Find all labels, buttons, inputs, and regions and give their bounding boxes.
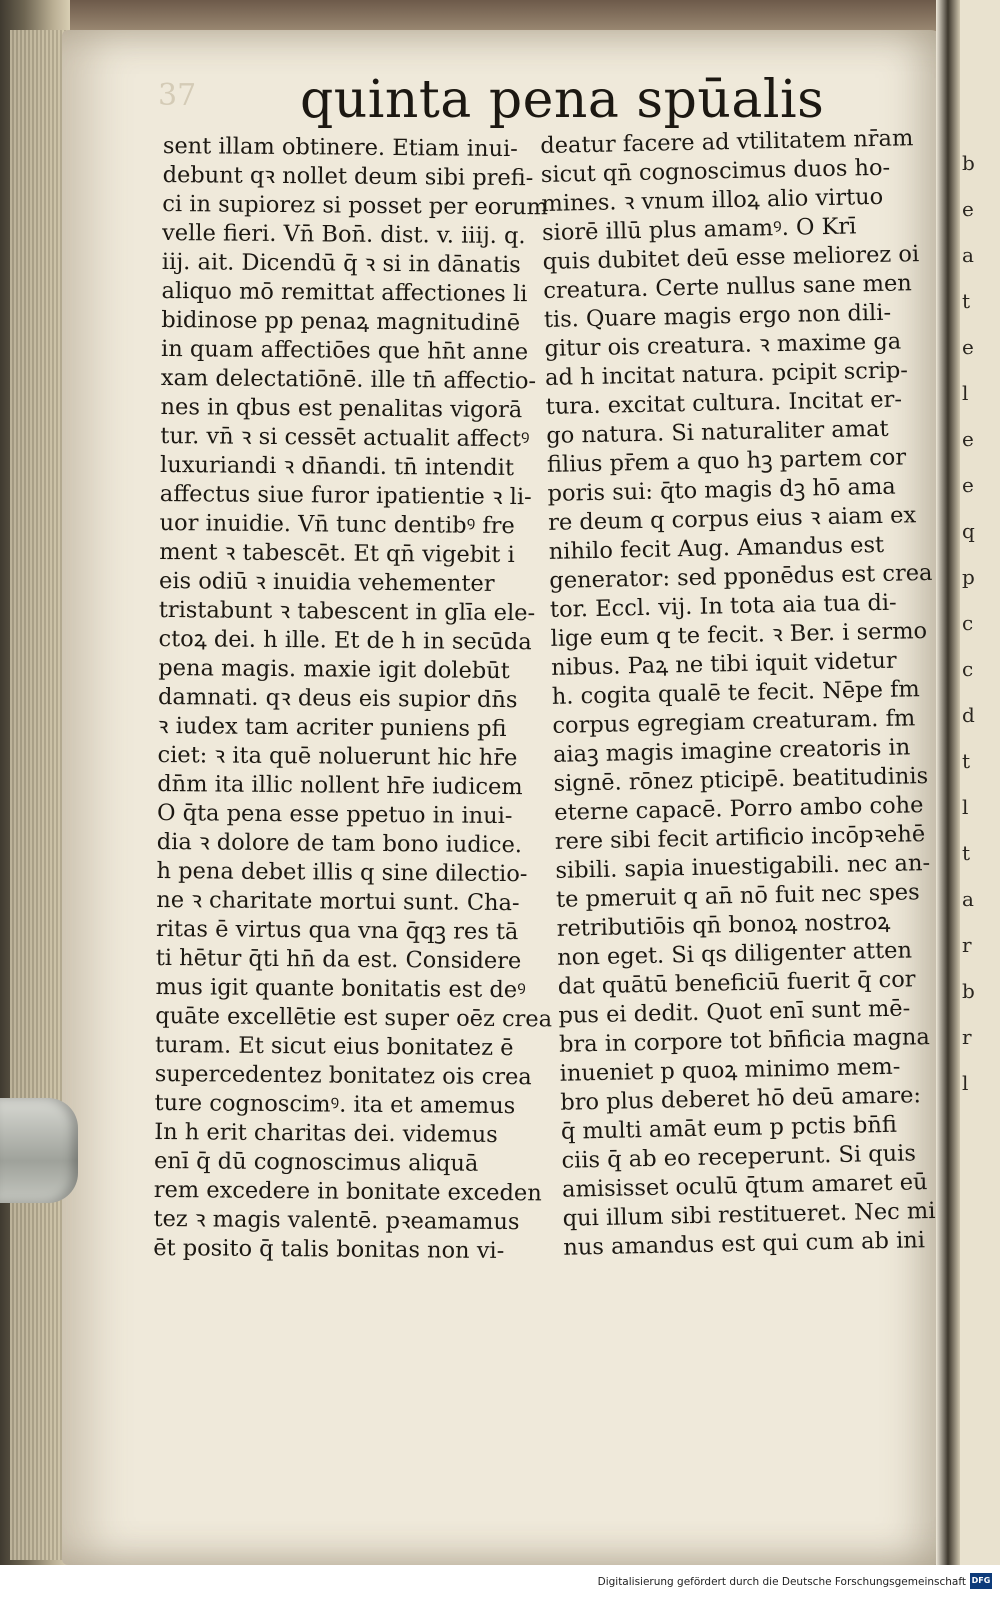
text-line: xam delectatiōnē. ille tn̄ affectio- (160, 364, 537, 395)
text-line: turam. Et sicut eius bonitatez ē (154, 1031, 514, 1062)
text-line: gitur ois creatura. ꝛ maxime ga (544, 328, 902, 362)
text-line: rere sibi fecit artificio incōpꝛehē (554, 821, 926, 855)
page-stack-edges (10, 30, 70, 1560)
text-line: generator: sed pponēdus est crea (549, 559, 933, 594)
text-line: poris sui: q̄to magis dꝫ hō ama (547, 473, 896, 507)
text-line: iij. ait. Dicendū q̄ ꝛ si in dānatis (161, 248, 521, 279)
margin-letter: b (962, 979, 975, 1003)
margin-letter: t (962, 749, 971, 773)
text-line: tristabunt ꝛ tabescent in glīa ele- (158, 596, 536, 627)
text-line: debunt qꝛ nollet deum sibi prefi- (162, 161, 534, 192)
text-line: ti hētur q̄ti hn̄ da est. Considere (155, 944, 522, 975)
facing-page-margin-letters (962, 140, 975, 1106)
page-clip (0, 1098, 78, 1203)
text-line: bro plus deberet hō deū amare: (560, 1082, 922, 1116)
text-line: retributiōis qn̄ bonoꝝ nostroꝝ (556, 908, 891, 942)
margin-letter: e (962, 427, 974, 451)
folio-number: 37 (158, 78, 197, 113)
text-line: signē. rōnez pticipē. beatitudinis (553, 763, 929, 797)
text-line: ciet: ꝛ ita quē noluerunt hic hr̄e (157, 741, 518, 772)
text-line: enī q̄ dū cognoscimus aliquā (153, 1147, 479, 1177)
left-text-column (153, 132, 560, 1266)
margin-letter: a (962, 887, 974, 911)
text-line: velle fieri. Vn̄ Bon̄. dist. v. iiij. q. (162, 219, 526, 250)
margin-letter: c (962, 611, 974, 635)
text-line: h. cogita qualē te fecit. Nēpe fm (551, 676, 920, 710)
right-text-column (540, 124, 947, 1263)
text-line: in quam affectiōes que hn̄t anne (160, 335, 529, 366)
text-line: nibus. Paꝝ ne tibi iquit videtur (550, 647, 897, 681)
text-line: eis odiū ꝛ inuidia vehementer (158, 567, 495, 597)
margin-letter: b (962, 151, 975, 175)
text-line: corpus egregiam creaturam. fm (552, 705, 916, 739)
text-line: h pena debet illis q sine dilectio- (156, 857, 528, 888)
text-line: ciis q̄ ab eo receperunt. Si quis (561, 1140, 917, 1174)
text-line: ritas ē virtus qua vna q̄qꝫ res tā (155, 915, 519, 946)
margin-letter: a (962, 243, 974, 267)
text-line: inueniet p quoꝝ minimo mem- (559, 1053, 901, 1087)
text-line: tez ꝛ magis valentē. pꝛeamamus (153, 1205, 520, 1236)
text-line: supercedentez bonitatez ois crea (154, 1060, 532, 1091)
text-line: ture cognoscimꝰ. ita et amemus (154, 1089, 516, 1120)
margin-letter: c (962, 657, 974, 681)
text-line: bra in corpore tot bn̄ficia magna (558, 1024, 931, 1058)
text-line: eterne capacē. Porro ambo cohe (553, 792, 924, 826)
text-line: go natura. Si naturaliter amat (546, 415, 889, 449)
text-line: lige eum q te fecit. ꝛ Ber. i sermo (550, 618, 928, 652)
text-line: pena magis. maxie igit dolebūt (158, 654, 510, 685)
text-line: filius pr̄em a quo hꝫ partem cor (546, 444, 907, 478)
text-line: damnati. qꝛ deus eis supior dn̄s (157, 683, 518, 714)
text-line: amisisset oculū q̄tum amaret eū (561, 1169, 928, 1203)
margin-letter: e (962, 197, 974, 221)
text-line: qui illum sibi restitueret. Nec mi (562, 1197, 936, 1232)
text-line: quāte excellētie est super oēz crea (155, 1002, 553, 1033)
margin-letter: t (962, 841, 971, 865)
text-line: siorē illū plus amamꝰ. O Krī (541, 213, 857, 246)
text-line: quis dubitet deū esse meliorez oi (542, 241, 920, 275)
text-line: aiaꝫ magis imagine creatoris in (552, 734, 911, 768)
text-line: luxuriandi ꝛ dn̄andi. tn̄ intendit (159, 451, 515, 482)
text-line: sibili. sapia inuestigabili. nec an- (555, 849, 931, 884)
text-line: dia ꝛ dolore de tam bono iudice. (156, 828, 523, 859)
text-line: dn̄m ita illic nollent hr̄e iudicem (157, 770, 523, 801)
text-line: affectus siue furor ipatientie ꝛ li- (159, 480, 532, 511)
margin-letter: l (962, 795, 969, 819)
margin-letter: l (962, 1071, 969, 1095)
text-line: O q̄ta pena esse ppetuo in inui- (156, 799, 513, 830)
running-title: quinta pena spūalis (300, 70, 825, 130)
text-line: ctoꝝ dei. h ille. Et de h in secūda (158, 625, 532, 656)
text-line: ēt posito q̄ talis bonitas non vi- (153, 1234, 505, 1265)
margin-letter: r (962, 933, 972, 957)
text-line: dat quātū beneficiū fuerit q̄ cor (557, 966, 916, 1000)
margin-letter: e (962, 335, 974, 359)
text-line: mines. ꝛ vnum illoꝝ alio virtuo (541, 183, 884, 217)
margin-letter: l (962, 381, 969, 405)
book-gutter (936, 0, 960, 1598)
text-line: tur. vn̄ ꝛ si cessēt actualit affectꝰ (160, 422, 530, 453)
text-line: uor inuidie. Vn̄ tunc dentibꝰ fre (159, 509, 515, 540)
margin-letter: p (962, 565, 975, 589)
text-line: tor. Eccl. vij. In tota aia tua di- (549, 589, 897, 623)
text-line: q̄ multi amāt eum p pctis bn̄fi (560, 1111, 898, 1145)
text-line: rem excedere in bonitate exceden (153, 1176, 542, 1207)
text-line: tura. excitat cultura. Incitat er- (545, 386, 903, 420)
text-line: sent illam obtinere. Etiam inui- (162, 132, 518, 163)
text-line: creatura. Certe nullus sane men (543, 270, 913, 304)
text-line: ꝛ iudex tam acriter puniens pfi (157, 712, 507, 743)
text-line: tis. Quare magis ergo non dili- (543, 299, 892, 333)
margin-letter: e (962, 473, 974, 497)
text-line: In h erit charitas dei. videmus (154, 1118, 498, 1148)
text-line: deatur facere ad vtilitatem nr̄am (540, 125, 914, 159)
text-line: nihilo fecit Aug. Amandus est (548, 531, 885, 565)
text-line: ci in supiorez si posset per eorum (162, 190, 549, 221)
text-line: mus igit quante bonitatis est deꝰ (155, 973, 526, 1004)
text-line: nes in qbus est penalitas vigorā (160, 393, 523, 424)
text-line: bidinose pp penaꝝ magnitudinē (161, 306, 521, 337)
text-line: ment ꝛ tabescēt. Et qn̄ vigebit i (159, 538, 515, 569)
margin-letter: t (962, 289, 971, 313)
text-line: aliquo mō remittat affectiones li (161, 277, 528, 308)
text-line: re deum q corpus eius ꝛ aiam ex (547, 502, 917, 536)
text-line: te pmeruit q an̄ nō fuit nec spes (555, 879, 920, 913)
margin-letter: d (962, 703, 975, 727)
funding-credit: Digitalisierung gefördert durch die Deutsche Forschungsgemeinschaft (597, 1576, 966, 1588)
text-line: pus ei dedit. Quot enī sunt mē- (558, 995, 911, 1029)
dfg-logo-badge: DFG (970, 1573, 992, 1589)
text-line: ad h incitat natura. pcipit scrip- (544, 357, 909, 391)
text-line: non eget. Si qs diligenter atten (557, 937, 913, 971)
text-line: sicut qn̄ cognoscimus duos ho- (540, 154, 891, 188)
margin-letter: r (962, 1025, 972, 1049)
margin-letter: q (962, 519, 975, 543)
text-line: nus amandus est qui cum ab ini (563, 1227, 926, 1261)
text-line: ne ꝛ charitate mortui sunt. Cha- (156, 886, 520, 917)
